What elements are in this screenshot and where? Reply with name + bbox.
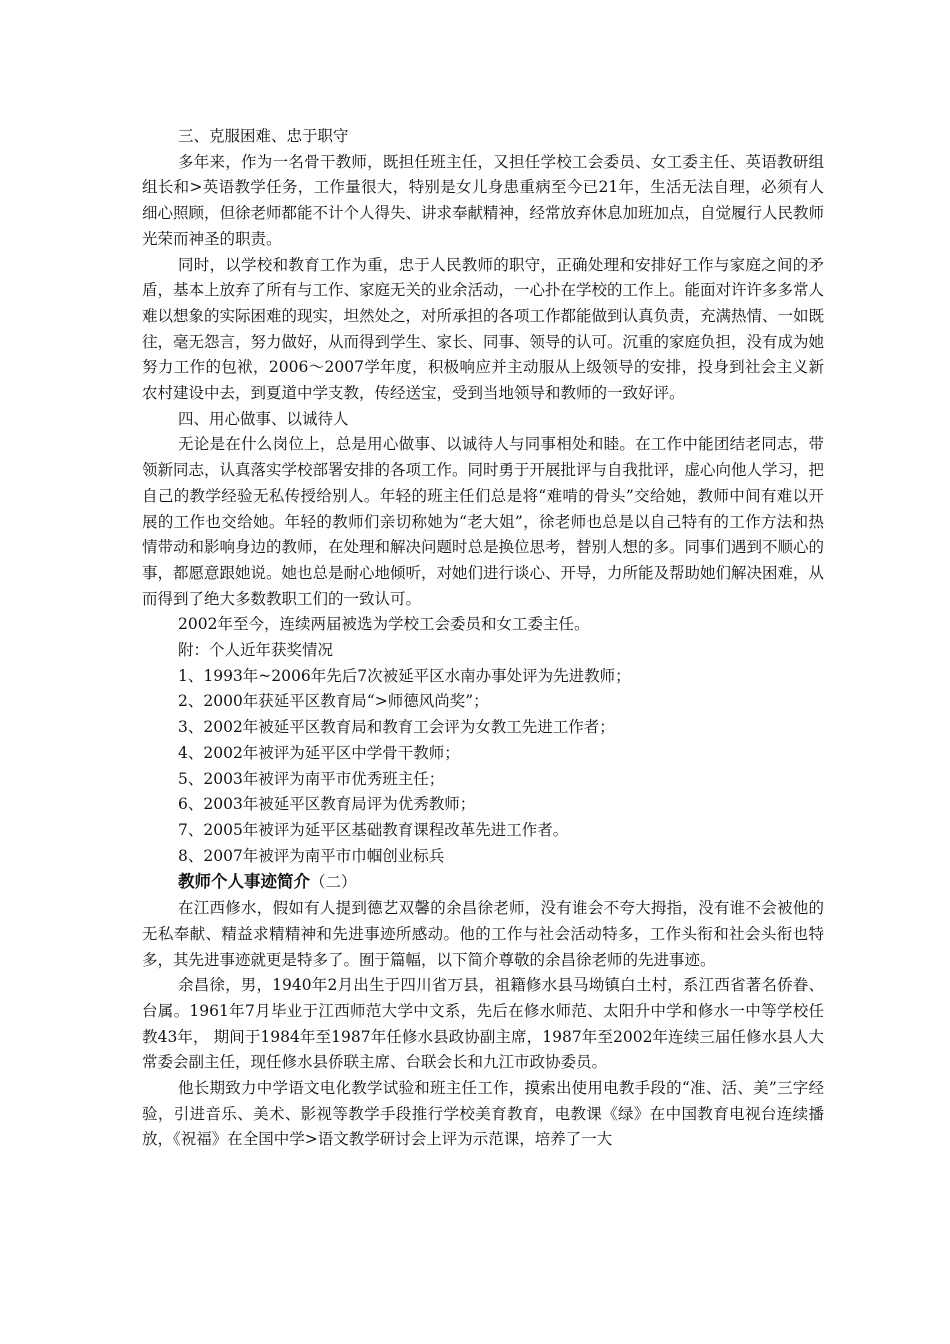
award-item: 5、2003年被评为南平市优秀班主任； bbox=[178, 769, 445, 788]
section-3-paragraph-2: 同时，以学校和教育工作为重，忠于人民教师的职守，正确处理和安排好工作与家庭之间的矛盾，基本上放弃了所有与工作、家庭无关的业余活动，一心扑在学校的工作上。能面对许许多多常人难以想象的实际困难的现实，坦然处之，对所承担的各项工作都能做到认真负责，充满热情、一如既往，毫无怨言，努力做好，从而得到学生、家长、同事、领导的认可。沉重的家庭负担，没有成为她努力工作的包袱，2006～2007学年度，积极响应并主动服从上级领导的安排，投身到社会主义新农村建设中去，到夏道中学支教，传经送宝，受到当地领导和教师的一致好评。 bbox=[142, 255, 825, 403]
award-item: 6、2003年被延平区教育局评为优秀教师； bbox=[178, 795, 476, 814]
article-2-title-text: 教师个人事迹简介 bbox=[178, 872, 310, 892]
award-item: 4、2002年被评为延平区中学骨干教师； bbox=[178, 743, 460, 762]
section-4-heading: 四、用心做事、以诚待人 bbox=[178, 409, 349, 428]
award-item: 7、2005年被评为延平区基础教育课程改革先进工作者。 bbox=[178, 820, 569, 839]
article-2-paragraph-1: 在江西修水，假如有人提到德艺双馨的余昌徐老师，没有谁会不夸大拇指，没有谁不会被他的无私奉献、精益求精精神和先进事迹所感动。他的工作与社会活动特多，工作头衔和社会头衔也特多，其先进事迹就更是特多了。囿于篇幅，以下简介尊敬的余昌徐老师的先进事迹。 bbox=[142, 899, 824, 969]
award-item: 3、2002年被延平区教育局和教育工会评为女教工先进工作者； bbox=[178, 718, 615, 737]
award-item: 8、2007年被评为南平市巾帼创业标兵 bbox=[178, 846, 445, 865]
section-4-paragraph-2: 2002年至今，连续两届被选为学校工会委员和女工委主任。 bbox=[178, 615, 590, 634]
article-2-paragraph-3: 他长期致力中学语文电化教学试验和班主任工作，摸索出使用电教手段的“准、活、美”三字经验，引进音乐、美术、影视等教学手段推行学校美育教育，电教课《绿》在中国教育电视台连续播放，《祝福》在全国中学>语文教学研讨会上评为示范课，培养了一大 bbox=[142, 1079, 824, 1149]
document-body bbox=[142, 124, 824, 1153]
article-2-paragraph-2: 余昌徐，男，1940年2月出生于四川省万县，祖籍修水县马坳镇白土村，系江西省著名侨眷、台属。1961年7月毕业于江西师范大学中文系，先后在修水师范、太阳升中学和修水一中等学校任教43年， 期间于1984年至1987年任修水县政协副主席，1987年至2002年连续三届任修水县人大常委会副主任，现任修水县侨联主席、台联会长和九江市政协委员。 bbox=[142, 976, 824, 1072]
section-4-paragraph-1: 无论是在什么岗位上，总是用心做事、以诚待人与同事相处和睦。在工作中能团结老同志，带领新同志，认真落实学校部署安排的各项工作。同时勇于开展批评与自我批评，虚心向他人学习，把自己的教学经验无私传授给别人。年轻的班主任们总是将“难啃的骨头”交给她，教师中间有难以开展的工作也交给她。年轻的教师们亲切称她为“老大姐”，徐老师也总是以自己特有的工作方法和热情带动和影响身边的教师，在处理和解决问题时总是换位思考，替别人想的多。同事们遇到不顺心的事，都愿意跟她说。她也总是耐心地倾听，对她们进行谈心、开导，力所能及帮助她们解决困难，从而得到了绝大多数教职工们的一致认可。 bbox=[142, 435, 825, 608]
awards-heading: 附：个人近年获奖情况 bbox=[178, 641, 334, 660]
article-2-title-suffix: （二） bbox=[310, 873, 357, 892]
article-2-title bbox=[178, 869, 824, 896]
section-3-paragraph-1: 多年来，作为一名骨干教师，既担任班主任，又担任学校工会委员、女工委主任、英语教研组组长和>英语教学任务，工作量很大，特别是女儿身患重病至今已21年，生活无法自理，必须有人细心照顾，但徐老师都能不计个人得失、讲求奉献精神，经常放弃休息加班加点，自觉履行人民教师光荣而神圣的职责。 bbox=[142, 152, 825, 248]
section-3-heading: 三、克服困难、忠于职守 bbox=[178, 127, 349, 145]
award-item: 1、1993年~2006年先后7次被延平区水南办事处评为先进教师； bbox=[178, 666, 631, 685]
award-item: 2、2000年获延平区教育局“>师德风尚奖”； bbox=[178, 692, 489, 711]
